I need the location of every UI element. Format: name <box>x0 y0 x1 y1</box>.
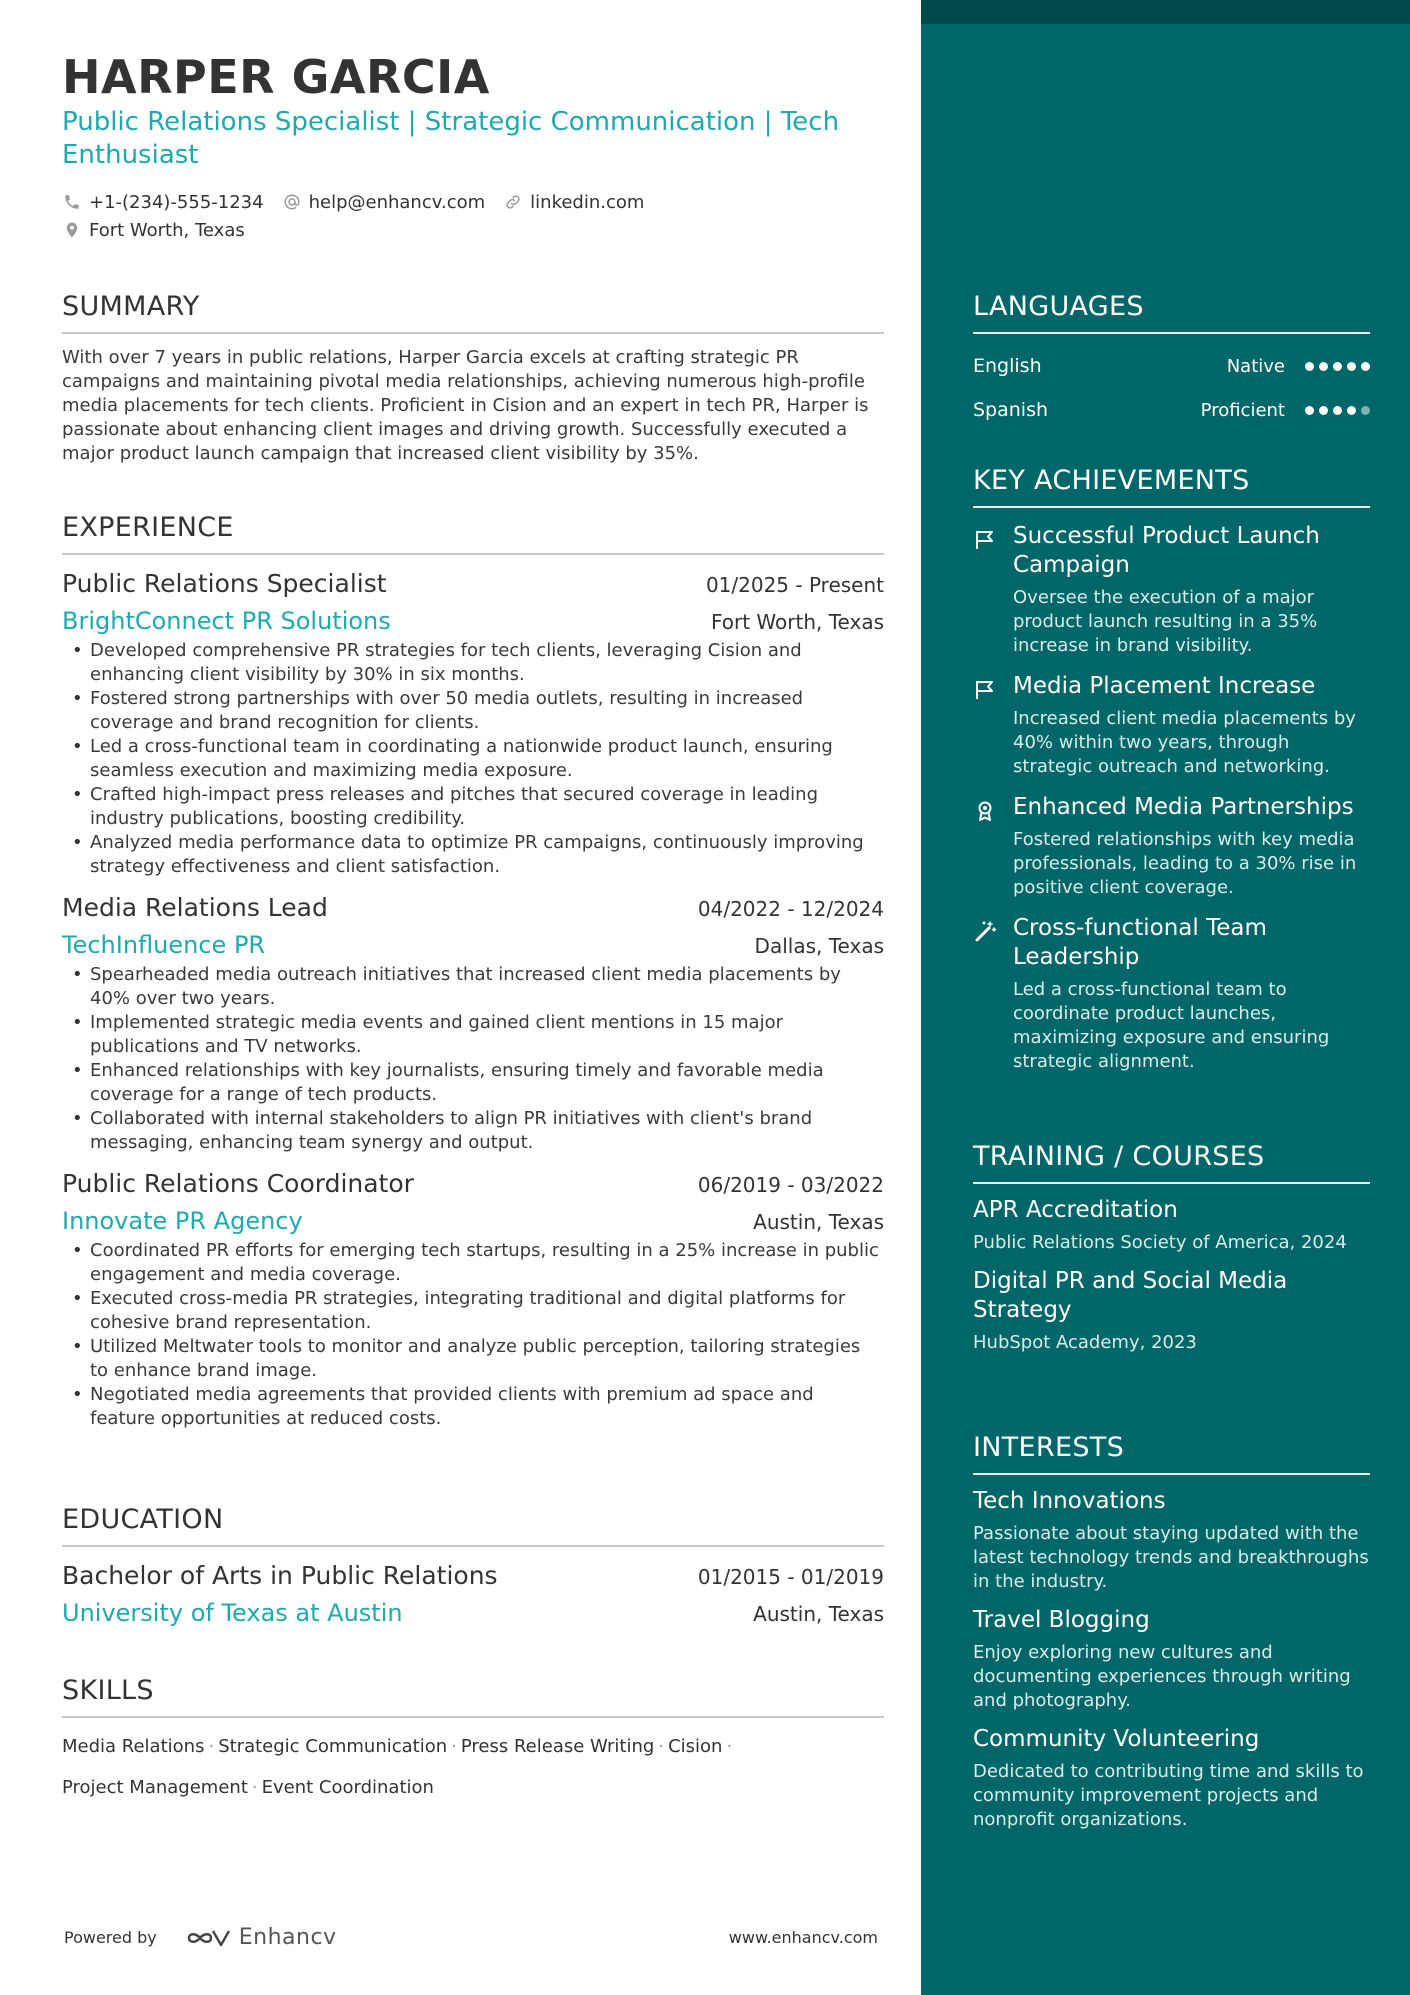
job-company: Innovate PR Agency <box>62 1207 303 1235</box>
job-bullets <box>62 639 884 879</box>
job-bullet: • Utilized Meltwater tools to monitor and analyze public perception, tailoring strategies to enhance brand image. <box>62 1335 884 1383</box>
job-bullet: • Collaborated with internal stakeholders to align PR initiatives with client's brand messaging, enhancing team synergy and output. <box>62 1107 884 1155</box>
candidate-headline: Public Relations Specialist | Strategic Communication | Tech Enthusiast <box>62 107 840 170</box>
rating-dot-filled <box>1319 406 1328 415</box>
skill-item: Project Management <box>62 1777 248 1798</box>
achievement-title: Successful Product Launch Campaign <box>1013 523 1320 578</box>
job-location: Austin, Texas <box>753 1210 884 1234</box>
job-bullet: • Crafted high-impact press releases and pitches that secured coverage in leading industry publications, boosting credibility. <box>62 783 884 831</box>
powered-by-label: Powered by <box>64 1928 157 1947</box>
language-item <box>973 354 1370 378</box>
flag-icon <box>973 672 1013 779</box>
page-footer <box>64 1925 878 1950</box>
education-title: EDUCATION <box>62 1503 884 1547</box>
skill-separator: · <box>658 1736 665 1757</box>
interest-item <box>973 1606 1370 1713</box>
job-entry <box>62 891 884 1155</box>
skill-item: Cision <box>668 1736 723 1757</box>
language-rating <box>1305 406 1370 415</box>
languages-section <box>973 290 1370 422</box>
achievement-item <box>973 793 1370 900</box>
language-name: Spanish <box>973 399 1049 421</box>
job-location: Fort Worth, Texas <box>710 610 884 634</box>
rating-dot-filled <box>1319 362 1328 371</box>
interest-desc: Dedicated to contributing time and skills to community improvement projects and nonprofit organizations. <box>973 1761 1364 1830</box>
skills-title: SKILLS <box>62 1674 884 1718</box>
location-contact <box>62 220 245 241</box>
skill-separator: · <box>208 1736 215 1757</box>
linkedin-contact[interactable] <box>503 192 644 213</box>
language-level: Native <box>1226 355 1285 377</box>
training-provider: Public Relations Society of America, 2024 <box>973 1232 1347 1253</box>
job-bullets <box>62 963 884 1155</box>
job-bullet: • Negotiated media agreements that provided clients with premium ad space and feature opportunities at reduced costs. <box>62 1383 884 1431</box>
achievement-title: Media Placement Increase <box>1013 673 1316 699</box>
skill-separator: · <box>451 1736 457 1757</box>
location-text: Fort Worth, Texas <box>89 219 245 241</box>
job-bullets <box>62 1239 884 1431</box>
job-entry <box>62 567 884 879</box>
language-rating <box>1305 362 1370 371</box>
training-title-text: APR Accreditation <box>973 1197 1178 1223</box>
school-location: Austin, Texas <box>753 1602 884 1626</box>
achievement-item <box>973 522 1370 658</box>
interest-desc: Enjoy exploring new cultures and documenting experiences through writing and photography. <box>973 1642 1351 1711</box>
job-dates: 04/2022 - 12/2024 <box>697 897 884 921</box>
job-bullet: • Analyzed media performance data to optimize PR campaigns, continuously improving strategy effectiveness and client satisfaction. <box>62 831 884 879</box>
candidate-name: HARPER GARCIA <box>62 50 490 104</box>
job-company: TechInfluence PR <box>62 931 266 959</box>
training-item <box>973 1196 1370 1255</box>
skills-list <box>62 1726 884 1808</box>
interest-title: Community Volunteering <box>973 1726 1260 1752</box>
enhancv-brand-name: Enhancv <box>238 1925 337 1950</box>
interests-section <box>973 1431 1370 1832</box>
powered-by <box>64 1925 337 1950</box>
job-location: Dallas, Texas <box>754 934 884 958</box>
education-section <box>62 1503 884 1629</box>
job-title: Public Relations Coordinator <box>62 1169 414 1198</box>
at-sign-icon <box>282 192 302 212</box>
job-bullet: • Implemented strategic media events and gained client mentions in 15 major publications and TV networks. <box>62 1011 884 1059</box>
language-name: English <box>973 355 1042 377</box>
skill-separator: · <box>251 1777 258 1798</box>
skills-section <box>62 1674 884 1808</box>
interest-item <box>973 1487 1370 1594</box>
achievement-desc: Oversee the execution of a major product launch resulting in a 35% increase in brand visibility. <box>1013 587 1318 656</box>
achievement-title: Cross-functional Team Leadership <box>1013 915 1267 970</box>
rating-dot-filled <box>1305 406 1314 415</box>
summary-text: With over 7 years in public relations, Harper Garcia excels at crafting strategic PR campaigns and maintaining pivotal media relationships, achieving numerous high-profile media placements for tech clients. Proficient in Cision and an expert in tech PR, Harper is passionate about enhancing client images and driving growth. Successfully executed a major product launch campaign that increased client visibility by 35%. <box>62 347 869 464</box>
summary-section <box>62 290 884 466</box>
phone-number: +1-(234)-555-1234 <box>89 191 264 213</box>
interest-title: Travel Blogging <box>973 1607 1150 1633</box>
magic-wand-icon <box>973 914 1013 1074</box>
job-bullet: • Led a cross-functional team in coordinating a nationwide product launch, ensuring seamless execution and maximizing media exposure. <box>62 735 884 783</box>
experience-title: EXPERIENCE <box>62 511 884 555</box>
job-title: Media Relations Lead <box>62 893 328 922</box>
job-bullet: • Spearheaded media outreach initiatives that increased client media placements by 40% over two years. <box>62 963 884 1011</box>
job-bullet: • Developed comprehensive PR strategies for tech clients, leveraging Cision and enhancing client visibility by 30% in six months. <box>62 639 884 687</box>
job-bullet: • Coordinated PR efforts for emerging tech startups, resulting in a 25% increase in public engagement and media coverage. <box>62 1239 884 1287</box>
sidebar <box>921 0 1410 1995</box>
job-title: Public Relations Specialist <box>62 569 387 598</box>
achievement-item <box>973 914 1370 1074</box>
job-entry <box>62 1167 884 1431</box>
rating-dot-empty <box>1361 406 1370 415</box>
job-bullet: • Enhanced relationships with key journalists, ensuring timely and favorable media coverage for a range of tech products. <box>62 1059 884 1107</box>
interest-desc: Passionate about staying updated with the latest technology trends and breakthroughs in the industry. <box>973 1523 1369 1592</box>
phone-contact <box>62 192 264 213</box>
language-level: Proficient <box>1200 399 1285 421</box>
skill-separator: · <box>726 1736 733 1757</box>
training-section <box>973 1140 1370 1355</box>
summary-title: SUMMARY <box>62 290 884 334</box>
job-bullet: • Fostered strong partnerships with over 50 media outlets, resulting in increased coverage and brand recognition for clients. <box>62 687 884 735</box>
degree-title: Bachelor of Arts in Public Relations <box>62 1561 498 1590</box>
achievement-item <box>973 672 1370 779</box>
job-dates: 01/2025 - Present <box>705 573 884 597</box>
interests-title: INTERESTS <box>973 1431 1370 1475</box>
achievement-desc: Fostered relationships with key media professionals, leading to a 30% rise in positive client coverage. <box>1013 829 1357 898</box>
email-address[interactable]: help@enhancv.com <box>308 191 486 213</box>
achievements-title: KEY ACHIEVEMENTS <box>973 464 1370 508</box>
rating-dot-filled <box>1333 406 1342 415</box>
email-contact[interactable] <box>282 192 486 213</box>
training-item <box>973 1267 1370 1355</box>
training-title: TRAINING / COURSES <box>973 1140 1370 1184</box>
resume-header <box>62 50 884 244</box>
award-icon <box>973 793 1013 900</box>
rating-dot-filled <box>1347 362 1356 371</box>
training-title-text: Digital PR and Social Media Strategy <box>973 1268 1288 1323</box>
enhancv-logo-icon <box>185 1926 231 1950</box>
languages-title: LANGUAGES <box>973 290 1370 334</box>
linkedin-url[interactable]: linkedin.com <box>530 191 645 213</box>
rating-dot-filled <box>1361 362 1370 371</box>
achievement-desc: Increased client media placements by 40% within two years, through strategic outreach and networking. <box>1013 708 1356 777</box>
location-pin-icon <box>62 220 82 240</box>
school-name: University of Texas at Austin <box>62 1599 403 1627</box>
job-bullet: • Executed cross-media PR strategies, integrating traditional and digital platforms for cohesive brand representation. <box>62 1287 884 1335</box>
skill-item: Strategic Communication <box>218 1736 448 1757</box>
link-icon <box>503 192 523 212</box>
rating-dot-filled <box>1347 406 1356 415</box>
job-dates: 06/2019 - 03/2022 <box>697 1173 884 1197</box>
language-item <box>973 398 1370 422</box>
rating-dot-filled <box>1333 362 1342 371</box>
rating-dot-filled <box>1305 362 1314 371</box>
footer-website[interactable]: www.enhancv.com <box>728 1928 878 1947</box>
phone-icon <box>62 192 82 212</box>
enhancv-logo[interactable] <box>185 1925 337 1950</box>
interest-title: Tech Innovations <box>973 1488 1166 1514</box>
interest-item <box>973 1725 1370 1832</box>
skill-item: Event Coordination <box>261 1777 434 1798</box>
sidebar-top-band <box>921 0 1410 24</box>
experience-section <box>62 511 884 1431</box>
achievement-desc: Led a cross-functional team to coordinate product launches, maximizing exposure and ensuring strategic alignment. <box>1013 979 1330 1072</box>
job-company: BrightConnect PR Solutions <box>62 607 391 635</box>
skill-item: Press Release Writing <box>460 1736 655 1757</box>
achievement-title: Enhanced Media Partnerships <box>1013 794 1354 820</box>
flag-icon <box>973 522 1013 658</box>
education-dates: 01/2015 - 01/2019 <box>697 1565 884 1589</box>
contact-info <box>62 188 884 244</box>
skill-item: Media Relations <box>62 1736 205 1757</box>
training-provider: HubSpot Academy, 2023 <box>973 1332 1197 1353</box>
achievements-section <box>973 464 1370 1074</box>
